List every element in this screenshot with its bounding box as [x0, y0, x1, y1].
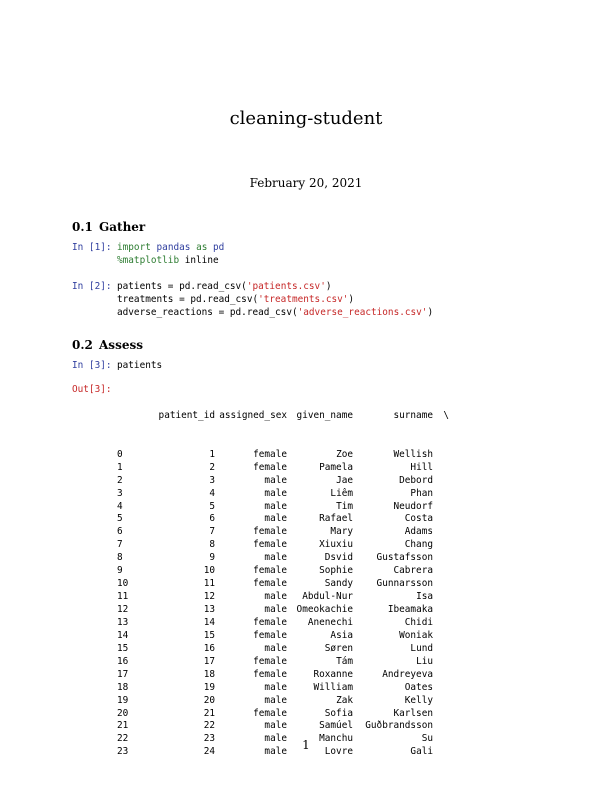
section-title: Assess: [99, 338, 143, 352]
table-cell-patient-id: 20: [203, 694, 215, 706]
table-cell-assigned-sex: male: [264, 552, 287, 564]
table-cell-given-name: Zak: [336, 694, 353, 706]
table-cell-index: 7: [117, 539, 123, 551]
table-cell-assigned-sex: female: [253, 707, 287, 719]
section-heading-gather: [72, 220, 145, 234]
table-cell-patient-id: 23: [203, 733, 215, 745]
table-row: [117, 643, 449, 656]
table-cell-patient-id: 8: [209, 539, 215, 551]
table-cell-assigned-sex: female: [253, 526, 287, 538]
table-cell-surname: Neudorf: [393, 500, 433, 512]
table-cell-given-name: Asia: [330, 629, 353, 641]
table-cell-assigned-sex: male: [264, 474, 287, 486]
keyword-import: import: [117, 242, 151, 253]
table-cell-patient-id: 15: [203, 629, 215, 641]
table-cell-surname: Hill: [410, 461, 433, 473]
table-cell-index: 21: [117, 720, 129, 732]
section-number: 0.1: [72, 220, 93, 234]
code-text: ): [348, 293, 355, 305]
table-cell-given-name: Tám: [336, 655, 353, 667]
table-cell-given-name: Sandy: [324, 578, 353, 590]
table-row: [117, 656, 449, 669]
table-cell-patient-id: 2: [209, 461, 215, 473]
table-cell-index: 22: [117, 733, 129, 745]
table-cell-assigned-sex: male: [264, 681, 287, 693]
table-cell-assigned-sex: male: [264, 604, 287, 615]
table-cell-given-name: Zoe: [336, 448, 353, 460]
code-text: treatments = pd.read_csv(: [117, 293, 259, 305]
table-cell-assigned-sex: male: [264, 642, 287, 654]
table-cell-patient-id: 3: [209, 474, 215, 486]
table-row: [117, 449, 449, 462]
table-cell-assigned-sex: male: [264, 733, 287, 745]
table-cell-index: 18: [117, 681, 129, 693]
table-row: [117, 526, 449, 539]
magic-argument: inline: [184, 254, 219, 266]
table-cell-surname: Gunnarsson: [376, 578, 433, 590]
column-header: patient_id: [158, 409, 215, 421]
table-cell-patient-id: 14: [203, 616, 215, 628]
table-cell-given-name: Jae: [336, 474, 353, 486]
table-cell-patient-id: 13: [203, 604, 215, 615]
code-cell-1: [117, 242, 224, 268]
code-cell-2: [117, 281, 433, 320]
table-cell-index: 8: [117, 552, 123, 564]
table-cell-index: 20: [117, 707, 129, 719]
table-cell-assigned-sex: female: [253, 461, 287, 473]
table-row: [117, 682, 449, 695]
table-cell-assigned-sex: female: [253, 668, 287, 680]
section-title: Gather: [99, 220, 146, 234]
table-cell-patient-id: 17: [203, 655, 215, 667]
table-row: [117, 591, 449, 604]
table-cell-surname: Cabrera: [393, 565, 433, 577]
table-cell-surname: Liu: [416, 655, 433, 667]
table-header-row: [117, 410, 449, 423]
document-date: February 20, 2021: [249, 176, 363, 190]
table-cell-patient-id: 5: [209, 500, 215, 512]
table-cell-patient-id: 22: [203, 720, 215, 732]
keyword-as: as: [196, 242, 208, 253]
table-cell-surname: Phan: [410, 487, 433, 499]
table-cell-assigned-sex: male: [264, 746, 287, 758]
string-literal: 'patients.csv': [246, 281, 326, 292]
table-row: [117, 708, 449, 721]
table-cell-patient-id: 6: [209, 513, 215, 525]
table-cell-patient-id: 11: [203, 578, 215, 590]
table-cell-given-name: Sofia: [324, 707, 353, 719]
table-cell-patient-id: 18: [203, 668, 215, 680]
table-cell-assigned-sex: female: [253, 629, 287, 641]
table-cell-given-name: Omeokachie: [296, 604, 353, 615]
table-cell-surname: Chidi: [404, 616, 433, 628]
table-cell-index: 16: [117, 655, 129, 667]
table-cell-given-name: Anenechi: [307, 616, 353, 628]
table-cell-assigned-sex: male: [264, 513, 287, 525]
page-number: 1: [302, 738, 310, 752]
table-cell-index: 17: [117, 668, 129, 680]
table-cell-assigned-sex: male: [264, 487, 287, 499]
code-text: ): [325, 281, 332, 292]
table-cell-assigned-sex: male: [264, 720, 287, 732]
table-cell-index: 5: [117, 513, 123, 525]
table-cell-given-name: Tim: [336, 500, 353, 512]
table-body: [117, 449, 449, 760]
table-cell-index: 9: [117, 565, 123, 577]
table-cell-patient-id: 1: [209, 448, 215, 460]
table-cell-surname: Wellish: [393, 448, 433, 460]
table-cell-given-name: Rafael: [319, 513, 353, 525]
table-row: [117, 513, 449, 526]
table-cell-surname: Karlsen: [393, 707, 433, 719]
table-row: [117, 552, 449, 565]
table-cell-assigned-sex: female: [253, 655, 287, 667]
table-cell-index: 14: [117, 629, 129, 641]
dataframe-output: [117, 384, 449, 772]
table-row: [117, 604, 449, 617]
table-cell-surname: Woniak: [399, 629, 433, 641]
table-cell-assigned-sex: male: [264, 591, 287, 603]
table-cell-surname: Adams: [404, 526, 433, 538]
section-heading-assess: [72, 338, 143, 352]
table-cell-index: 15: [117, 642, 129, 654]
table-cell-given-name: Xiuxiu: [319, 539, 353, 551]
code-text: adverse_reactions = pd.read_csv(: [117, 306, 298, 318]
table-cell-surname: Costa: [404, 513, 433, 525]
table-cell-given-name: Abdul-Nur: [302, 591, 353, 603]
table-cell-index: 23: [117, 746, 129, 758]
magic-command: %matplotlib: [117, 254, 180, 266]
output-prompt-3: Out[3]:: [72, 384, 112, 395]
column-header: given_name: [296, 409, 353, 421]
section-number: 0.2: [72, 338, 93, 352]
table-cell-given-name: Manchu: [319, 733, 353, 745]
table-cell-index: 11: [117, 591, 129, 603]
table-cell-given-name: Søren: [324, 642, 353, 654]
table-cell-surname: Kelly: [404, 694, 433, 706]
string-literal: 'treatments.csv': [258, 293, 349, 305]
table-cell-assigned-sex: male: [264, 500, 287, 512]
input-prompt-3: In [3]:: [72, 360, 112, 371]
table-cell-assigned-sex: male: [264, 694, 287, 706]
table-cell-surname: Lund: [410, 642, 433, 654]
table-cell-index: 3: [117, 487, 123, 499]
table-cell-surname: Gali: [410, 746, 433, 758]
table-cell-surname: Gustafsson: [376, 552, 433, 564]
table-row: [117, 501, 449, 514]
table-cell-index: 0: [117, 448, 123, 460]
continuation-marker: \: [443, 409, 449, 421]
table-row: [117, 578, 449, 591]
table-cell-patient-id: 19: [203, 681, 215, 693]
table-cell-index: 13: [117, 616, 129, 628]
table-row: [117, 630, 449, 643]
table-cell-patient-id: 12: [203, 591, 215, 603]
table-cell-index: 10: [117, 578, 129, 590]
table-cell-given-name: Liêm: [330, 487, 353, 499]
table-cell-index: 12: [117, 604, 129, 615]
table-row: [117, 488, 449, 501]
table-cell-given-name: Sophie: [319, 565, 353, 577]
table-row: [117, 669, 449, 682]
code-cell-3: patients: [117, 360, 163, 371]
table-cell-patient-id: 9: [209, 552, 215, 564]
table-cell-given-name: Mary: [330, 526, 353, 538]
table-row: [117, 539, 449, 552]
table-row: [117, 462, 449, 475]
table-cell-surname: Debord: [399, 474, 433, 486]
table-cell-given-name: Lovre: [324, 746, 353, 758]
input-prompt-1: In [1]:: [72, 242, 112, 253]
string-literal: 'adverse_reactions.csv': [297, 306, 428, 318]
table-cell-assigned-sex: female: [253, 539, 287, 551]
module-alias: pd: [213, 242, 225, 253]
table-row: [117, 565, 449, 578]
table-cell-patient-id: 24: [203, 746, 215, 758]
input-prompt-2: In [2]:: [72, 281, 112, 292]
table-cell-surname: Isa: [416, 591, 433, 603]
table-row: [117, 720, 449, 733]
table-cell-surname: Andreyeva: [382, 668, 433, 680]
table-cell-patient-id: 21: [203, 707, 215, 719]
table-cell-given-name: William: [313, 681, 353, 693]
column-header: assigned_sex: [219, 409, 287, 421]
table-cell-assigned-sex: female: [253, 578, 287, 590]
table-cell-patient-id: 16: [203, 642, 215, 654]
table-cell-surname: Su: [421, 733, 433, 745]
table-cell-surname: Oates: [404, 681, 433, 693]
column-header: surname: [393, 409, 433, 421]
table-cell-patient-id: 4: [209, 487, 215, 499]
table-row: [117, 617, 449, 630]
code-text: ): [427, 306, 434, 318]
table-cell-index: 1: [117, 461, 123, 473]
table-cell-surname: Ibeamaka: [387, 604, 433, 615]
table-cell-index: 4: [117, 500, 123, 512]
table-cell-assigned-sex: female: [253, 616, 287, 628]
table-cell-given-name: Dsvid: [324, 552, 353, 564]
table-cell-given-name: Pamela: [319, 461, 353, 473]
table-cell-patient-id: 7: [209, 526, 215, 538]
table-cell-assigned-sex: female: [253, 565, 287, 577]
module-name: pandas: [156, 242, 191, 253]
table-cell-given-name: Samúel: [319, 720, 353, 732]
document-title: cleaning-student: [229, 108, 383, 129]
table-cell-surname: Chang: [404, 539, 433, 551]
table-cell-index: 6: [117, 526, 123, 538]
table-cell-index: 19: [117, 694, 129, 706]
table-row: [117, 475, 449, 488]
table-row: [117, 695, 449, 708]
table-cell-assigned-sex: female: [253, 448, 287, 460]
table-cell-patient-id: 10: [203, 565, 215, 577]
table-cell-index: 2: [117, 474, 123, 486]
table-cell-surname: Guðbrandsson: [365, 720, 433, 732]
code-text: patients = pd.read_csv(: [117, 281, 247, 292]
table-cell-given-name: Roxanne: [313, 668, 353, 680]
